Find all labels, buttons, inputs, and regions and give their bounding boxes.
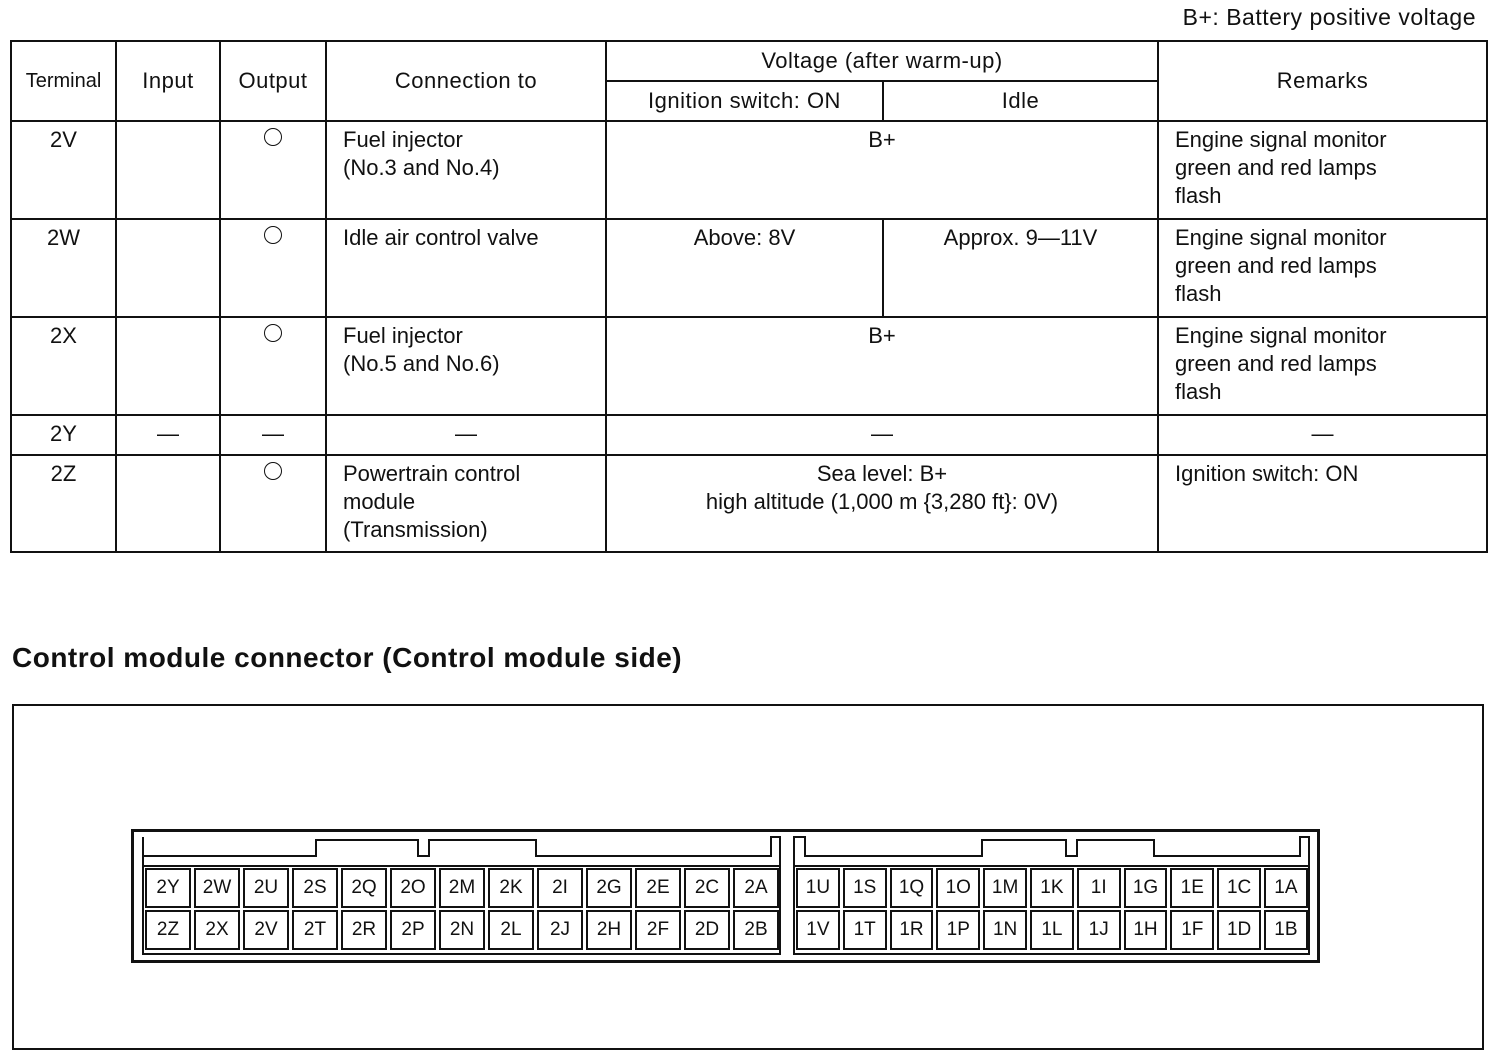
connector-pin-1g: 1G xyxy=(1124,868,1168,908)
connector-pin-2u: 2U xyxy=(243,868,289,908)
connector-pin-2b: 2B xyxy=(733,910,779,950)
header-voltage: Voltage (after warm-up) xyxy=(606,41,1158,81)
connector-pin-2h: 2H xyxy=(586,910,632,950)
header-connection: Connection to xyxy=(326,41,606,121)
connector-pin-2j: 2J xyxy=(537,910,583,950)
connector-pin-1b: 1B xyxy=(1264,910,1308,950)
connector-pin-2w: 2W xyxy=(194,868,240,908)
header-terminal: Terminal xyxy=(11,41,116,121)
remarks-cell: Engine signal monitor green and red lamps flash xyxy=(1175,323,1387,404)
voltage-ignition-cell: Above: 8V xyxy=(693,225,796,250)
connector-pin-2t: 2T xyxy=(292,910,338,950)
connector-pin-1j: 1J xyxy=(1077,910,1121,950)
output-cell: — xyxy=(262,421,284,446)
connection-cell: — xyxy=(455,421,477,446)
terminal-cell: 2X xyxy=(50,323,77,348)
connector-pin-2c: 2C xyxy=(684,868,730,908)
connector-pin-2r: 2R xyxy=(341,910,387,950)
terminal-cell: 2Y xyxy=(50,421,77,446)
connector-pin-2k: 2K xyxy=(488,868,534,908)
connector-pin-1p: 1P xyxy=(936,910,980,950)
voltage-cell: Sea level: B+ high altitude (1,000 m {3,280 ft}: 0V) xyxy=(705,461,1059,514)
connector-pin-1u: 1U xyxy=(796,868,840,908)
connector-pin-1c: 1C xyxy=(1217,868,1261,908)
voltage-cell: — xyxy=(871,421,893,446)
connector-pin-1i: 1I xyxy=(1077,868,1121,908)
connector-pin-2g: 2G xyxy=(586,868,632,908)
connector-pin-1r: 1R xyxy=(890,910,934,950)
connector-pin-2f: 2F xyxy=(635,910,681,950)
connector-pin-2a: 2A xyxy=(733,868,779,908)
connector-pin-1m: 1M xyxy=(983,868,1027,908)
voltage-cell: B+ xyxy=(868,323,896,348)
connector-pin-1s: 1S xyxy=(843,868,887,908)
connector-pin-2e: 2E xyxy=(635,868,681,908)
connector-pin-1t: 1T xyxy=(843,910,887,950)
header-input: Input xyxy=(116,41,220,121)
connector-pin-2i: 2I xyxy=(537,868,583,908)
terminal-cell: 2V xyxy=(50,127,77,152)
connector-pin-1o: 1O xyxy=(936,868,980,908)
connector-pin-1a: 1A xyxy=(1264,868,1308,908)
header-remarks: Remarks xyxy=(1158,41,1487,121)
connector-pin-2s: 2S xyxy=(292,868,338,908)
connector-pin-2o: 2O xyxy=(390,868,436,908)
connector-pin-2v: 2V xyxy=(243,910,289,950)
remarks-cell: Engine signal monitor green and red lamps flash xyxy=(1175,127,1387,208)
connection-cell: Idle air control valve xyxy=(343,225,539,250)
connector-pin-1l: 1L xyxy=(1030,910,1074,950)
connector-pin-2q: 2Q xyxy=(341,868,387,908)
connector-pin-2x: 2X xyxy=(194,910,240,950)
connector-pin-1n: 1N xyxy=(983,910,1027,950)
connector-pin-1d: 1D xyxy=(1217,910,1261,950)
connection-cell: Powertrain control module (Transmission) xyxy=(343,461,521,542)
connector-section-title: Control module connector (Control module side) xyxy=(12,642,683,673)
connector-pin-2d: 2D xyxy=(684,910,730,950)
connector-pin-1e: 1E xyxy=(1170,868,1214,908)
connector-pin-2l: 2L xyxy=(488,910,534,950)
remarks-cell: Engine signal monitor green and red lamps flash xyxy=(1175,225,1387,306)
connector-pin-2p: 2P xyxy=(390,910,436,950)
remarks-cell: — xyxy=(1311,421,1334,446)
connector-pin-2m: 2M xyxy=(439,868,485,908)
header-output: Output xyxy=(220,41,326,121)
terminal-cell: 2Z xyxy=(50,461,77,486)
header-voltage-idle: Idle xyxy=(883,81,1158,121)
connector-pin-2z: 2Z xyxy=(145,910,191,950)
connector-pin-1k: 1K xyxy=(1030,868,1074,908)
voltage-idle-cell: Approx. 9—11V xyxy=(943,225,1098,250)
connector-pin-1q: 1Q xyxy=(890,868,934,908)
voltage-cell: B+ xyxy=(868,127,896,152)
connection-cell: Fuel injector (No.5 and No.6) xyxy=(343,323,500,376)
connector-pin-2y: 2Y xyxy=(145,868,191,908)
connector-pin-1h: 1H xyxy=(1124,910,1168,950)
input-cell: — xyxy=(157,421,179,446)
connector-pin-2n: 2N xyxy=(439,910,485,950)
remarks-cell: Ignition switch: ON xyxy=(1175,461,1359,486)
battery-voltage-legend: B+: Battery positive voltage xyxy=(1182,4,1476,30)
connector-pin-1v: 1V xyxy=(796,910,840,950)
connector-pin-1f: 1F xyxy=(1170,910,1214,950)
connection-cell: Fuel injector (No.3 and No.4) xyxy=(343,127,500,180)
terminal-cell: 2W xyxy=(47,225,80,250)
header-voltage-ignition: Ignition switch: ON xyxy=(606,81,883,121)
